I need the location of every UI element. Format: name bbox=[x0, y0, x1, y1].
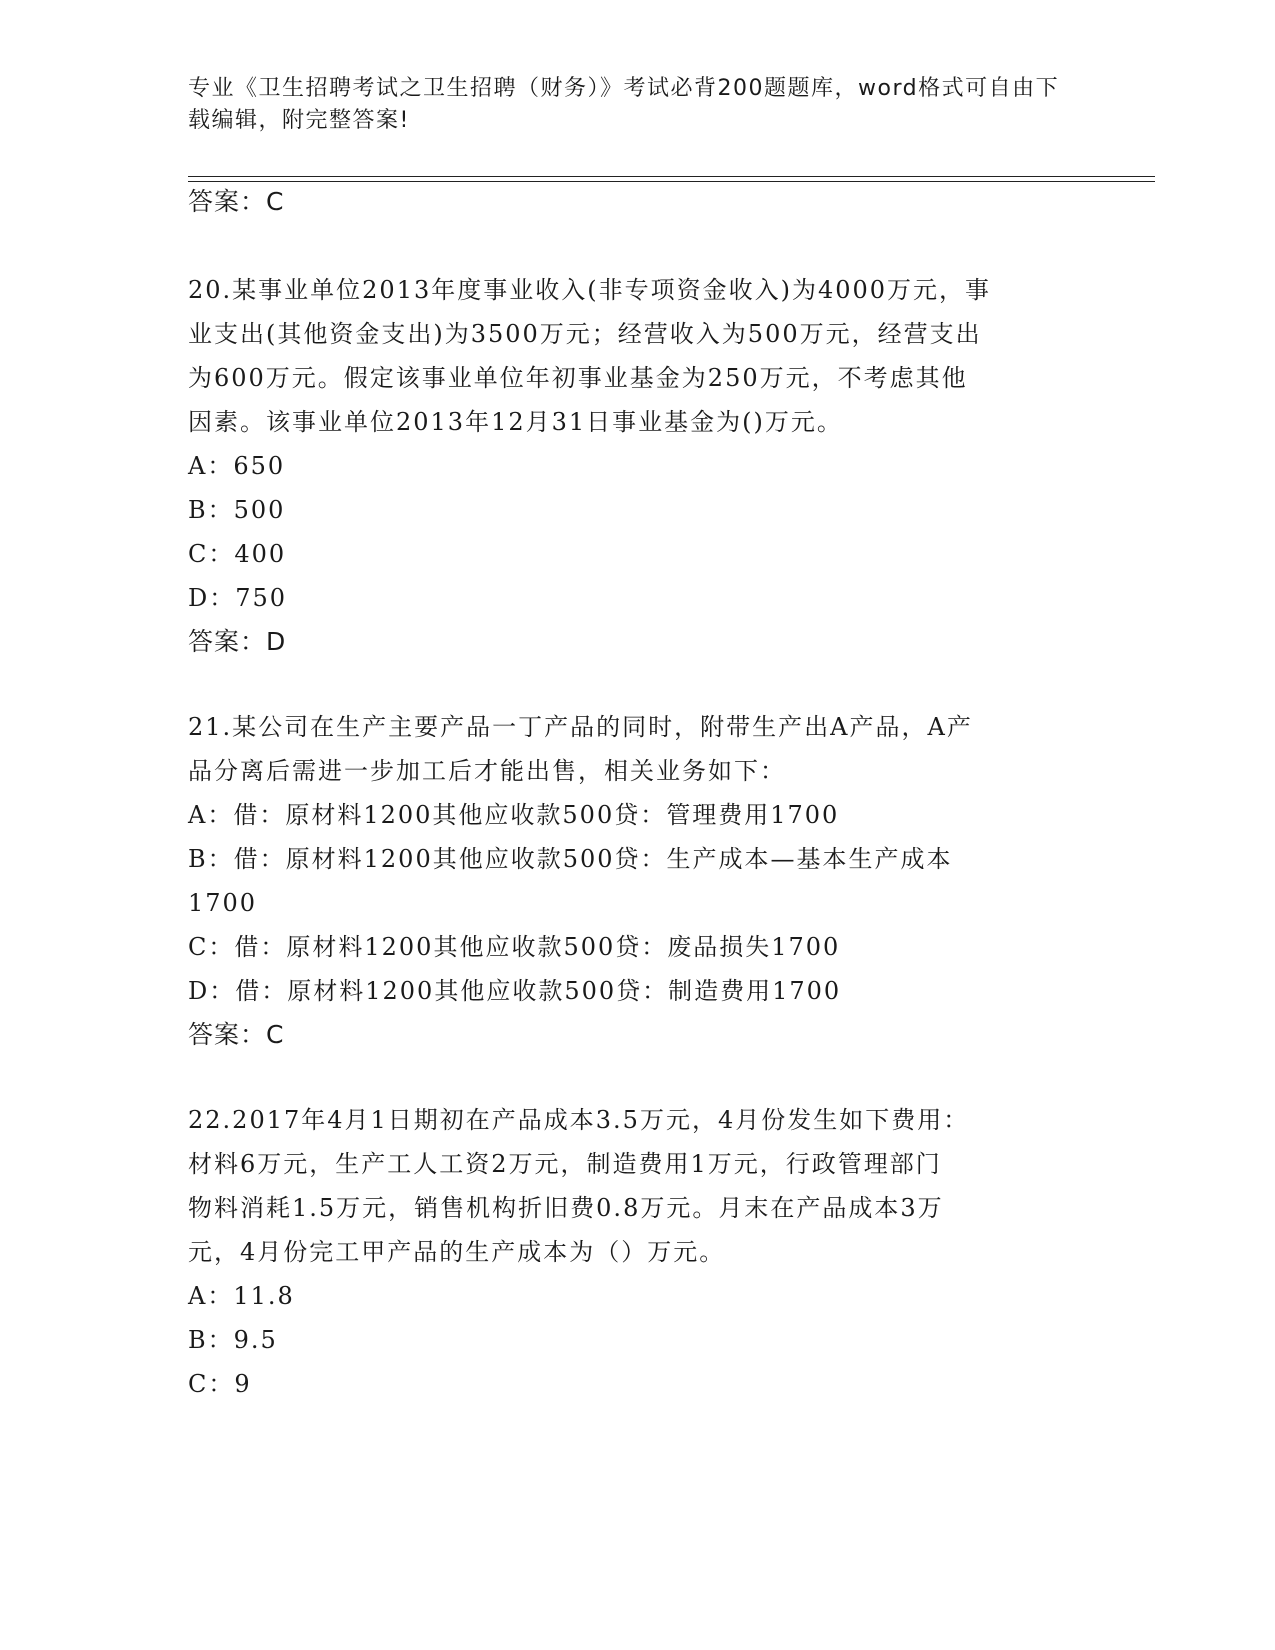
previous-answer: 答案：C bbox=[188, 187, 285, 216]
q22-option-c: C：9 bbox=[188, 1370, 252, 1398]
header-rule bbox=[188, 176, 1155, 177]
q20-stem-line: 20.某事业单位2013年度事业收入(非专项资金收入)为4000万元，事 bbox=[188, 276, 992, 304]
q21-stem-line: 品分离后需进一步加工后才能出售，相关业务如下： bbox=[188, 757, 786, 785]
q22-stem-line: 物料消耗1.5万元，销售机构折旧费0.8万元。月末在产品成本3万 bbox=[188, 1194, 944, 1222]
q21-option-b: B：借：原材料1200其他应收款500贷：生产成本—基本生产成本 bbox=[188, 845, 953, 873]
q22-stem-line: 元，4月份完工甲产品的生产成本为（）万元。 bbox=[188, 1238, 726, 1266]
q22-option-a: A：11.8 bbox=[188, 1282, 295, 1310]
q22-stem-line: 材料6万元，生产工人工资2万元，制造费用1万元，行政管理部门 bbox=[188, 1150, 942, 1178]
q20-option-d: D：750 bbox=[188, 584, 288, 612]
q21-stem-line: 21.某公司在生产主要产品一丁产品的同时，附带生产出A产品，A产 bbox=[188, 713, 973, 741]
q20-option-c: C：400 bbox=[188, 540, 287, 568]
q20-stem-line: 为600万元。假定该事业单位年初事业基金为250万元，不考虑其他 bbox=[188, 364, 968, 392]
q21-option-b-continued: 1700 bbox=[188, 889, 258, 917]
q20-option-b: B：500 bbox=[188, 496, 286, 524]
q21-option-a: A：借：原材料1200其他应收款500贷：管理费用1700 bbox=[188, 801, 840, 829]
q21-option-d: D：借：原材料1200其他应收款500贷：制造费用1700 bbox=[188, 977, 842, 1005]
q22-stem-line: 22.2017年4月1日期初在产品成本3.5万元，4月份发生如下费用： bbox=[188, 1106, 970, 1134]
page-header: 专业《卫生招聘考试之卫生招聘（财务）》考试必背200题题库，word格式可自由下载编辑，附完整答案! bbox=[188, 76, 1060, 133]
q22-option-b: B：9.5 bbox=[188, 1326, 278, 1354]
q21-option-c: C：借：原材料1200其他应收款500贷：废品损失1700 bbox=[188, 933, 841, 961]
q20-stem-line: 因素。该事业单位2013年12月31日事业基金为()万元。 bbox=[188, 408, 843, 436]
q20-option-a: A：650 bbox=[188, 452, 286, 480]
q20-stem-line: 业支出(其他资金支出)为3500万元；经营收入为500万元，经营支出 bbox=[188, 320, 982, 348]
q21-answer: 答案：C bbox=[188, 1020, 285, 1049]
header-rule-secondary bbox=[188, 181, 1155, 182]
q20-answer: 答案：D bbox=[188, 627, 287, 656]
